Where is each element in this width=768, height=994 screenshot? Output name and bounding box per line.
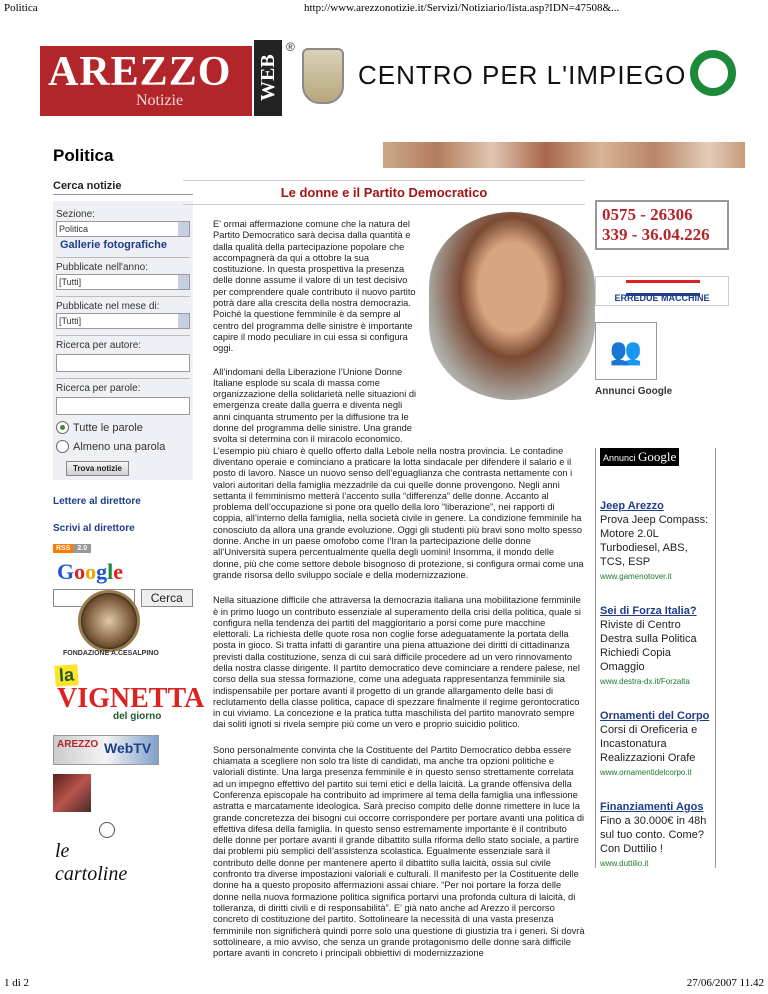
radio-any[interactable]: [56, 440, 69, 453]
google-ads-panel: [595, 448, 716, 868]
search-heading: Cerca notizie: [53, 180, 193, 195]
google-ad-title[interactable]: Ornamenti del Corpo: [600, 710, 710, 722]
divider: [56, 257, 190, 258]
site-banner: [28, 40, 748, 122]
city-panorama-strip: [383, 142, 745, 168]
article-paragraph-3: Nella situazione difficile che attraversa la democrazia italiana una mobilitazione femminile è in primo luogo un contributo essenziale al superamento della crisi della politica, quale si configura nella tendenza dei partiti del maggioritario a porsi come pure macchine elettorali. La richiesta delle quote rosa non coglie forse adeguatamente la portata della posta in gioco. Si tratta infatti di garantire una piena attuazione dei diritti di cittadinanza previsti dalla costituzione, senza di cui sarà difficile procedere ad un vero rinnovamento della nostra classe dirigente. Il partito democratico deve cominciare a rendere palese, nel corso della sua stessa formazione, come una adeguata rappresentanza femminile sia indispensabile per portare avanti il progetto di un grande allargamento delle basi di reclutamento della classe politica, capace di spezzare finalmente il regime gerontocratico in cui viviamo. La concezione e la pratica tutta maschilista del partito manovrato sempre dai soliti ignoti si rivela sempre più come un vero e proprio suicidio politico.: [213, 595, 581, 730]
print-header-url: http://www.arezzonotizie.it/Servizi/Notiziario/lista.asp?IDN=47508&...: [304, 2, 620, 14]
google-ad[interactable]: [600, 605, 715, 686]
vignetta-la: la: [54, 664, 78, 687]
registered-mark: ®: [286, 40, 295, 54]
print-footer-page: 1 di 2: [4, 977, 30, 989]
search-button[interactable]: Trova notizie: [66, 461, 129, 476]
article-paragraph-2-text: All’indomani della Liberazione l’Unione Donne Italiane esplode su scala di massa come organizzazione della solidarietà nelle situazioni di emergenza create dalla guerra e diventa negli anni cinquanta strumento per la diffusione tra le donne del programma delle sinistre. Una grande svolta si determina con il miracolo economico. L’esempio più chiaro è quello offerto dalla Lebole nella nostra provincia. Le contadine diventano operaie e cominciano a praticare la lotta sindacale per difendere il salario e il posto di lavoro. Nasce un nuovo senso dell’eguaglianza che contrasta nettamente con i valori autoritari della famiglia mezzadrile da cui quelle donne provengono. Negli anni settanta il femminismo metterà l’accento sulla “differenza” delle donne. Accanto al problema dell’occupazione si pone ora quello della loro “liberazione”, nei rapporti di coppia, all’interno della famiglia, nella società civile in genere. La condizione femminile ha conosciuto da allora una grande evoluzione. Oggi gli studenti più bravi sono molto spesso donne. Anche in un paese omofobo come l’Iran la partecipazione delle donne all’Università supera percentualmente quella degli uomini! Insomma, il mondo delle donne, più che come settore debole bisognoso di protezione, si configura ormai come una grande risorsa dello sviluppo sociale e della modernizzazione.: [213, 366, 584, 580]
rss-badge[interactable]: [53, 544, 193, 553]
anno-label: Pubblicate nell'anno:: [56, 262, 148, 273]
divider: [56, 296, 190, 297]
errede-macchine-ad[interactable]: ERREDUE MACCHINE: [595, 276, 729, 306]
fondazione-cesalpino-banner[interactable]: [53, 590, 193, 658]
search-panel: [53, 201, 193, 480]
google-ad-body: Corsi di Oreficeria e Incastonatura Realizzazioni Orafe: [600, 724, 698, 764]
google-ad-url[interactable]: www.destra-dx.it/Forzalta: [600, 677, 690, 686]
google-ad-url[interactable]: www.ornamentidelcorpo.it: [600, 768, 692, 777]
logo-sub-text: Notizie: [136, 92, 184, 109]
phone-1: 0575 - 26306: [602, 205, 693, 224]
gallery-link[interactable]: Gallerie fotografiche: [60, 239, 167, 251]
cesalpino-seal-icon: [78, 590, 140, 652]
google-search-button[interactable]: Cerca: [141, 589, 193, 607]
rss-badge-version: 2.0: [73, 544, 91, 553]
article: [213, 180, 585, 959]
google-ad-title[interactable]: Finanziamenti Agos: [600, 801, 704, 813]
google-ads-header-a: Annunci: [603, 453, 636, 463]
anno-select[interactable]: [Tutti]: [56, 274, 190, 290]
section-title: Politica: [53, 146, 114, 165]
vignetta-sub: del giorno: [113, 711, 162, 722]
google-ad[interactable]: [600, 500, 715, 581]
radio-all-row[interactable]: [56, 421, 190, 434]
vignetta-title: VIGNETTA: [57, 683, 205, 714]
google-ad[interactable]: [600, 801, 715, 868]
right-column: [595, 200, 745, 397]
logo-web-badge: WEB: [254, 40, 282, 116]
article-paragraph-1: E' ormai affermazione comune che la natura del Partito Democratico sarà decisa dalla quantità e dalla qualità della partecipazione popolare che accompagnerà da qui a ottobre la sua costituzione. In questa prospettiva la presenza delle donne assume il valore di un test decisivo per comprendere quale contributo il nuovo partito potrà dare alla crescita della nostra democrazia. Poiché la questione femminile è da sempre al centro del programma delle sinistre è importante capire il modo peculiare in cui essa si configura oggi.: [213, 219, 416, 354]
google-ad-body: Fino a 30.000€ in 48h sul tuo conto. Come? Con Duttilio !: [600, 815, 707, 855]
logo-main-text: AREZZO: [48, 49, 232, 95]
print-header-title: Politica: [4, 2, 38, 14]
google-ads-header-b: Google: [638, 449, 677, 464]
print-header: [4, 2, 764, 16]
cartoline-label: le cartoline: [55, 840, 128, 885]
google-ad[interactable]: [600, 710, 715, 777]
google-ad-body: Prova Jeep Compass: Motore 2.0L Turbodiesel, ABS, TCS, ESP: [600, 514, 709, 568]
mese-label: Pubblicate nel mese di:: [56, 301, 160, 312]
google-logo: Google: [57, 559, 124, 584]
print-footer-datetime: 27/06/2007 11.42: [686, 977, 764, 989]
arezzo-notizie-logo[interactable]: [40, 46, 252, 116]
vignetta-banner[interactable]: [53, 664, 205, 723]
cartoline-ring-icon: [99, 822, 115, 838]
rss-badge-label: RSS: [53, 544, 73, 553]
article-title: Le donne e il Partito Democratico: [183, 180, 585, 205]
annunci-google-heading: Annunci Google: [595, 386, 673, 397]
people-icon: 👥: [609, 335, 643, 366]
sidebar: [53, 180, 193, 607]
radio-any-row[interactable]: [56, 440, 190, 453]
google-ad-body: Riviste di Centro Destra sulla Politica Richiedi Copia Omaggio: [600, 619, 697, 673]
people-ad[interactable]: [595, 322, 657, 380]
google-ad-url[interactable]: www.duttilio.it: [600, 859, 649, 868]
webtv-banner[interactable]: [53, 735, 159, 765]
centro-impiego-logo-icon: [690, 50, 736, 96]
divider: [56, 335, 190, 336]
lettere-link[interactable]: Lettere al direttore: [53, 496, 141, 507]
google-ad-title[interactable]: Sei di Forza Italia?: [600, 605, 697, 617]
radio-all-label: Tutte le parole: [73, 421, 143, 434]
author-photo: [429, 212, 595, 400]
radio-any-label: Almeno una parola: [73, 440, 166, 453]
phone-2: 339 - 36.04.226: [602, 225, 710, 244]
fondazione-label: FONDAZIONE A.CESALPINO: [63, 650, 159, 657]
cartoline-banner[interactable]: [53, 822, 128, 885]
parole-input[interactable]: [56, 397, 190, 415]
mese-select[interactable]: [Tutti]: [56, 313, 190, 329]
article-paragraph-4: Sono personalmente convinta che la Costituente del Partito Democratico debba essere chiamata a scegliere non solo tra liste di candidati, ma anche tra opzioni politiche e valoriali distinte. Una larga presenza femminile è in questo senso strettamente correlata ad un impegno effettivo del partito sui temi etici e della laicità. La grande offensiva della Conferenza episcopale ha contribuito ad imprimere al tema della famiglia una inflessione astratta e marcatamente ideologica. Sarà preciso compito delle donne rimettere in luce la grande concretezza dei bisogni cui occorre corrispondere per portare avanti una politica di effettiva difesa della famiglia. In questo senso estremamente importante è il contributo delle donne per portare avanti il grande dibattito sulla riforma dello stato sociale, a partire dai problemi più semplici dell’assistenza scolastica. Egualmente essenziale sarà il contributo delle donne per mantenere aperto il dibattito sulla laicità, ossia sul civile confronto tra diverse impostazioni valoriali e culturali. Il manifesto per la Costituente delle donne ha a questo proposito affermazioni assai chiare. “Per noi portare la forza delle donne nella nuova formazione politica significa portarvi una profonda cultura di laicità, di tolleranza, di diritti civili e di responsabilità”. E’ già nato anche ad Arezzo il percorso concreto di costituzione del partito. Sottolineare la necessità di una vasta presenza femminile non significherà quindi porre solo una questione di giustizia tra i generi. Si dovrà sottolineare, a mio avviso, che senza un grande protagonismo delle donne sarà difficile portare avanti in concreto i principali obbiettivi di modernizzazione: [213, 744, 585, 959]
webtv-arezzo: AREZZO: [57, 739, 99, 750]
thumbnail-banner[interactable]: [53, 774, 91, 812]
parole-label: Ricerca per parole:: [56, 383, 141, 394]
divider: [56, 378, 190, 379]
autore-label: Ricerca per autore:: [56, 340, 142, 351]
webtv-label: WebTV: [104, 740, 152, 756]
google-ad-title[interactable]: Jeep Arezzo: [600, 500, 664, 512]
centro-impiego-title[interactable]: CENTRO PER L'IMPIEGO: [358, 60, 687, 90]
sezione-select[interactable]: Politica: [56, 221, 190, 237]
phone-ad[interactable]: [595, 200, 729, 250]
print-footer: [4, 977, 764, 991]
radio-all[interactable]: [56, 421, 69, 434]
sezione-label: Sezione:: [56, 209, 95, 220]
scrivi-link[interactable]: Scrivi al direttore: [53, 523, 135, 534]
article-paragraph-2: [213, 367, 585, 582]
google-ad-url[interactable]: www.gamenotover.it: [600, 572, 672, 581]
province-crest-icon: [302, 48, 344, 104]
autore-input[interactable]: [56, 354, 190, 372]
google-ads-header: [600, 448, 679, 466]
